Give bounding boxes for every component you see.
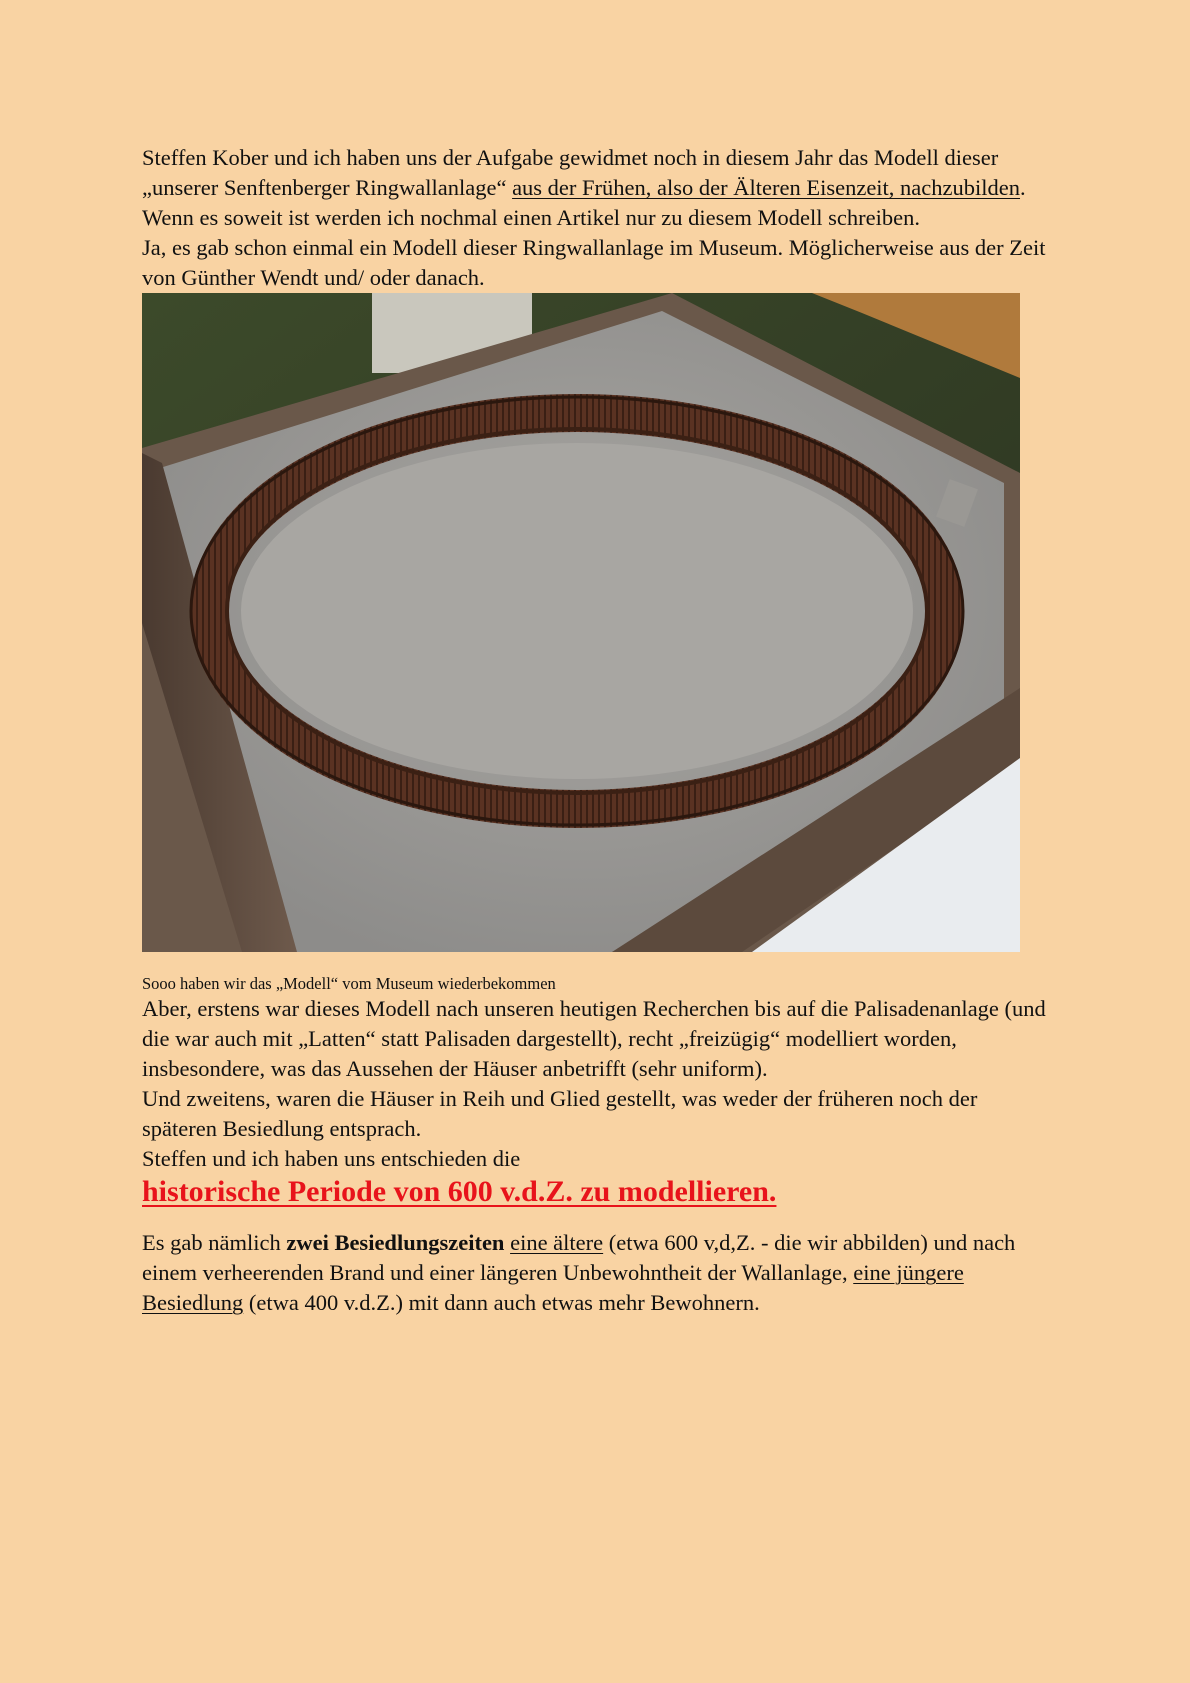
text: (etwa 600 v,d,Z. - die wir abbilden) und nach einem verheerenden Brand und einer längeren Unbewohntheit der Wallanlage, [142,1230,1016,1285]
text: . Wenn es soweit ist werden ich nochmal einen Artikel nur zu diesem Modell schreiben. [142,175,1026,230]
paragraph-intro [142,143,1050,233]
paragraph-critique: Aber, erstens war dieses Modell nach unseren heutigen Recherchen bis auf die Palisadenanlage (und die war auch mit „Latten“ statt Palisaden dargestellt), recht „freizügig“ modelliert worden, insbesondere, was das Aussehen der Häuser anbetrifft (sehr uniform). [142,996,1046,1081]
photo-caption: Sooo haben wir das „Modell“ vom Museum wiederbekommen [142,974,556,993]
paragraph-settlements [142,1228,1050,1318]
headline-historic-period: historische Periode von 600 v.d.Z. zu modellieren. [142,1175,777,1208]
paragraph-houses: Und zweitens, waren die Häuser in Reih und Glied gestellt, was weder der früheren noch der späteren Besiedlung entsprach. [142,1086,978,1141]
text: Steffen Kober und ich haben uns der Aufgabe gewidmet noch in diesem Jahr das Modell dieser „unserer Senftenberger Ringwallanlage“ [142,145,999,200]
paragraph-previous-model: Ja, es gab schon einmal ein Modell dieser Ringwallanlage im Museum. Möglicherweise aus der Zeit von Günther Wendt und/ oder danach. [142,235,1046,290]
text: (etwa 400 v.d.Z.) mit dann auch etwas mehr Bewohnern. [243,1290,760,1315]
underlined-link-juengere[interactable]: eine jüngere Besiedlung [142,1260,964,1315]
text: Es gab nämlich [142,1230,287,1255]
paragraph-decision: Steffen und ich haben uns entschieden die [142,1146,521,1171]
underlined-link-aeltere[interactable]: eine ältere [510,1230,604,1255]
underlined-link-eisenzeit[interactable]: aus der Frühen, also der Älteren Eisenzeit, nachzubilden [512,175,1021,200]
document-page [142,143,1050,1318]
bold-text: zwei Besiedlungszeiten [286,1230,505,1255]
ringwall-model-photo [142,293,1020,952]
